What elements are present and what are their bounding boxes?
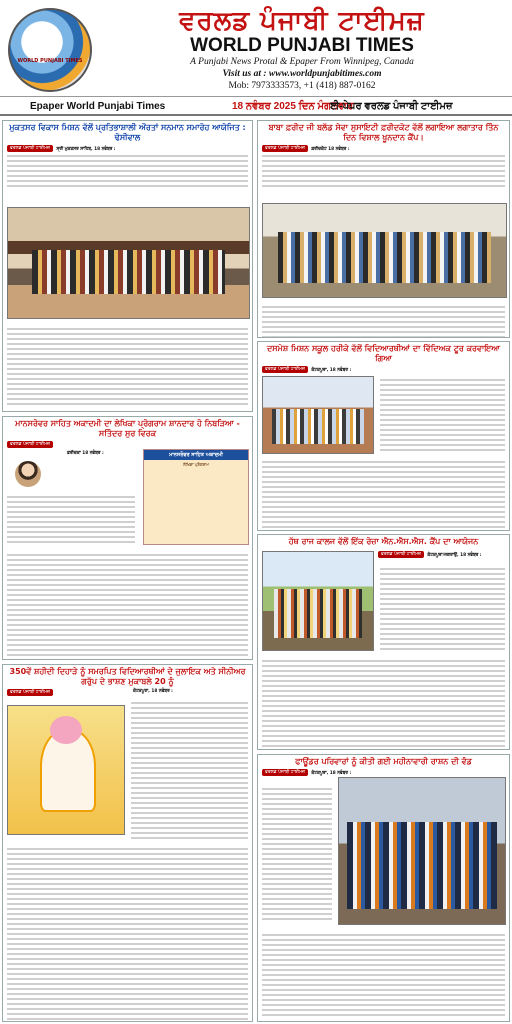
newspaper-logo bbox=[8, 8, 92, 92]
article-text-block bbox=[258, 785, 336, 923]
poster-body: ਲੇਖਿਕਾ ਪ੍ਰੋਗਰਾਮ bbox=[183, 462, 209, 467]
article-dateline: ਕੋਟਕਪੂਰਾ, 18 ਨਵੰਬਰ : bbox=[311, 771, 352, 777]
article-dateline: ਫ਼ਰੀਦਕਾ 18 ਨਵੰਬਰ : bbox=[67, 451, 104, 456]
article-text-block bbox=[376, 565, 509, 653]
article-text-block bbox=[3, 493, 139, 546]
article-text-block bbox=[258, 458, 509, 531]
ration-distribution-photo bbox=[338, 777, 506, 925]
article-sahit-academy bbox=[2, 416, 253, 660]
guru-portrait bbox=[7, 705, 125, 835]
article-headline: 350ਵੇਂ ਸ਼ਹੀਦੀ ਦਿਹਾੜੇ ਨੂੰ ਸਮਰਪਿਤ ਵਿਦਿਆਰਥੀਆਂ ਦੇ ਜੁਲਾਇਕ ਅਤੇ ਸੀਨੀਅਰ ਗਰੁੱਪ ਦੇ ਭਾਸ਼ਣ ਮੁਕਾਬਲੇ 20 ਨੂੰ bbox=[9, 667, 246, 686]
article-text-block bbox=[258, 155, 509, 187]
article-text-block bbox=[376, 376, 509, 454]
article-dateline: ਕੋਟਕਪੂਰਾ/ਜਗਰਾਉਂ, 18 ਨਵੰਬਰ : bbox=[427, 553, 482, 559]
article-body bbox=[3, 145, 252, 152]
brand-badge: ਵਰਲਡ ਪੰਜਾਬੀ ਟਾਈਮਜ਼ bbox=[7, 145, 53, 152]
contact-numbers: Mob: 7973333573, +1 (418) 887-0162 bbox=[228, 81, 376, 91]
issue-date: 18 ਨਵੰਬਰ 2025 ਦਿਨ ਮੰਗਲਵਾਰ bbox=[232, 101, 354, 112]
group-photo bbox=[262, 203, 507, 298]
students-photo bbox=[262, 376, 374, 454]
article-body bbox=[3, 441, 252, 448]
article-body bbox=[258, 366, 509, 373]
article-ration-distribution bbox=[257, 754, 510, 1022]
tagline: A Punjabi News Protal & Epaper From Winnipeg, Canada bbox=[190, 57, 414, 67]
article-nss-camp bbox=[257, 534, 510, 750]
article-body bbox=[258, 145, 509, 152]
brand-badge: ਵਰਲਡ ਪੰਜਾਬੀ ਟਾਈਮਜ਼ bbox=[7, 689, 53, 696]
article-blood-donation bbox=[257, 120, 510, 338]
epaper-punjabi-label: ਈ-ਪੇਪਰ ਵਰਲਡ ਪੰਜਾਬੀ ਟਾਈਮਜ਼ bbox=[330, 101, 453, 112]
event-poster bbox=[143, 449, 249, 545]
article-text-block bbox=[258, 657, 509, 750]
brand-badge: ਵਰਲਡ ਪੰਜਾਬੀ ਟਾਈਮਜ਼ bbox=[7, 441, 53, 448]
brand-badge: ਵਰਲਡ ਪੰਜਾਬੀ ਟਾਈਮਜ਼ bbox=[262, 366, 308, 373]
nss-camp-photo bbox=[262, 551, 374, 651]
article-dateline: ਸ੍ਰੀ ਮੁਕਤਸਰ ਸਾਹਿਬ, 18 ਨਵੰਬਰ : bbox=[56, 147, 116, 153]
article-text-block bbox=[3, 325, 252, 408]
article-text-block bbox=[3, 551, 252, 659]
article-headline: ਮੁਕਤਸਰ ਵਿਕਾਸ ਮਿਸ਼ਨ ਵੱਲੋਂ ਪ੍ਰਤਿਭਾਸ਼ਾਲੀ ਔਰਤਾਂ ਸਨਮਾਨ ਸਮਾਰੋਹ ਆਯੋਜਿਤ : ਢੋਸੀਵਾਲ bbox=[9, 123, 246, 142]
website-link[interactable]: Visit us at : www.worldpunjabitimes.com bbox=[222, 69, 382, 79]
article-speech-contest bbox=[2, 664, 253, 1022]
english-title: WORLD PUNJABI TIMES bbox=[190, 35, 414, 56]
article-body bbox=[258, 769, 509, 776]
article-dateline: ਕੋਟਕਪੂਰਾ, 18 ਨਵੰਬਰ : bbox=[311, 368, 352, 374]
article-text-block bbox=[3, 155, 252, 187]
article-body bbox=[63, 451, 143, 456]
epaper-label: Epaper World Punjabi Times bbox=[30, 101, 166, 112]
article-school-tour bbox=[257, 341, 510, 531]
brand-badge: ਵਰਲਡ ਪੰਜਾਬੀ ਟਾਈਮਜ਼ bbox=[262, 769, 308, 776]
article-text-block bbox=[258, 303, 509, 338]
article-headline: ਫਾਊਂਡਰ ਪਰਿਵਾਰਾਂ ਨੂੰ ਕੀਤੀ ਗਈ ਮਹੀਨਾਵਾਰੀ ਰਾਸ਼ਨ ਦੀ ਵੰਡ bbox=[295, 757, 472, 766]
article-body bbox=[129, 689, 251, 694]
info-bar bbox=[0, 96, 512, 116]
article-body bbox=[374, 551, 510, 558]
article-text-block bbox=[258, 931, 509, 1019]
brand-badge: ਵਰਲਡ ਪੰਜਾਬੀ ਟਾਈਮਜ਼ bbox=[378, 551, 424, 558]
article-dateline: ਫ਼ਰੀਦਕੋਟ 18 ਨਵੰਬਰ : bbox=[311, 147, 350, 153]
article-dateline: ਕੋਟਕਪੂਰਾ, 18 ਨਵੰਬਰ : bbox=[133, 689, 173, 694]
article-headline: ਮਾਨਸਰੋਵਰ ਸਾਹਿਤ ਅਕਾਦਮੀ ਦਾ ਲੇਖਿਕਾ ਪ੍ਰੋਗਰਾਮ ਸ਼ਾਨਦਾਰ ਹੋ ਨਿਬੜਿਆ - ਸਤਿੰਦਰ ਸੁਰ ਵਿਰਕ bbox=[15, 419, 240, 438]
article-women-honour bbox=[2, 120, 253, 412]
poster-title: ਮਾਨਸਰੋਵਰ ਸਾਹਿਤ ਅਕਾਦਮੀ bbox=[144, 450, 248, 460]
punjabi-title: ਵਰਲਡ ਪੰਜਾਬੀ ਟਾਈਮਜ਼ bbox=[179, 6, 425, 36]
article-text-block bbox=[3, 845, 252, 1022]
logo-text: WORLD PUNJABI TIMES bbox=[17, 58, 83, 64]
article-text-block bbox=[127, 699, 252, 842]
article-headline: ਹੱਥ ਰਾਜ ਕਾਲਜ ਵੱਲੋਂ ਇੱਕ ਰੋਜ਼ਾ ਐਨ.ਐਸ.ਐਸ. ਕੈਂਪ ਦਾ ਆਯੋਜਨ bbox=[288, 537, 479, 546]
article-headline: ਬਾਬਾ ਫ਼ਰੀਦ ਜੀ ਬਲੱਡ ਸੇਵਾ ਸੁਸਾਇਟੀ ਫ਼ਰੀਦਕੋਟ ਵੱਲੋਂ ਲਗਾਇਆ ਲਗਾਤਾਰ ਤਿੰਨ ਦਿਨ ਵਿਸ਼ਾਲ ਖੂਨਦਾਨ ਕੈਂਪ। bbox=[268, 123, 499, 142]
brand-badge: ਵਰਲਡ ਪੰਜਾਬੀ ਟਾਈਮਜ਼ bbox=[262, 145, 308, 152]
article-headline: ਦਸਮੇਸ਼ ਮਿਸ਼ਨ ਸਕੂਲ ਹਰੀਕੇ ਵੱਲੋਂ ਵਿਦਿਆਰਥੀਆਂ ਦਾ ਵਿੱਦਿਅਕ ਟੂਰ ਕਰਵਾਇਆ ਗਿਆ bbox=[267, 344, 500, 363]
author-avatar bbox=[15, 461, 41, 487]
masthead bbox=[0, 0, 512, 96]
event-photo bbox=[7, 207, 250, 319]
